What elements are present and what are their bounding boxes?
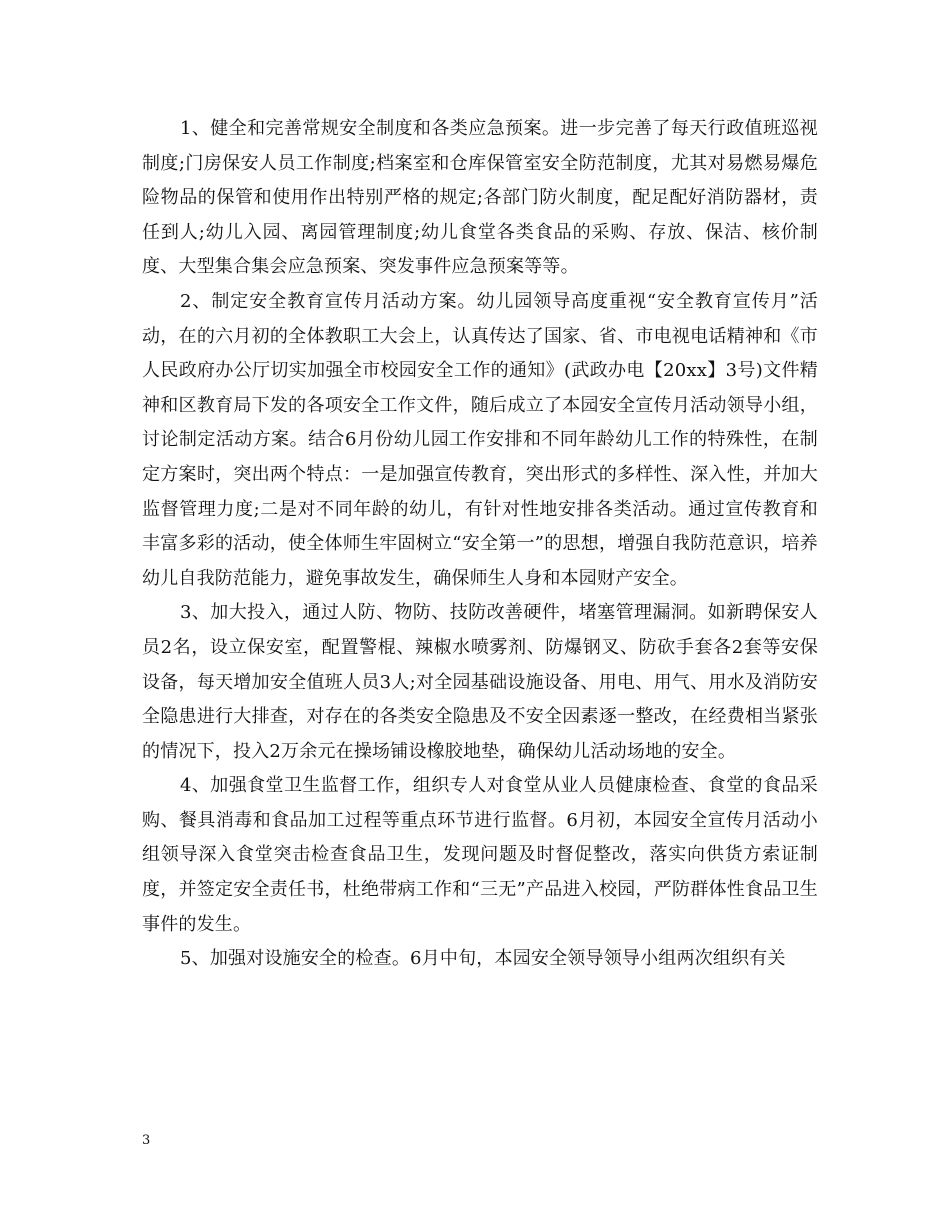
paragraph-4: 4、加强食堂卫生监督工作，组织专人对食堂从业人员健康检查、食堂的食品采购、餐具消毒和食品加工过程等重点环节进行监督。6月初，本园安全宣传月活动小组领导深入食堂突击检查食品卫生，发现问题及时督促整改，落实向供货方索证制度，并签定安全责任书，杜绝带病工作和“三无”产品进入校园，严防群体性食品卫生事件的发生。 xyxy=(142,775,818,935)
paragraph-1: 1、健全和完善常规安全制度和各类应急预案。进一步完善了每天行政值班巡视制度;门房保安人员工作制度;档案室和仓库保管室安全防范制度，尤其对易燃易爆危险物品的保管和使用作出特别严格的规定;各部门防火制度，配足配好消防器材，责任到人;幼儿入园、离园管理制度;幼儿食堂各类食品的采购、存放、保洁、核价制度、大型集合集会应急预案、突发事件应急预案等等。 xyxy=(142,118,818,278)
page-number: 3 xyxy=(142,1133,151,1148)
paragraph-3: 3、加大投入，通过人防、物防、技防改善硬件，堵塞管理漏洞。如新聘保安人员2名，设立保安室，配置警棍、辣椒水喷雾剂、防爆钢叉、防砍手套各2套等安保设备，每天增加安全值班人员3人;对全园基础设施设备、用电、用气、用水及消防安全隐患进行大排查，对存在的各类安全隐患及不安全因素逐一整改，在经费相当紧张的情况下，投入2万余元在操场铺设橡胶地垫，确保幼儿活动场地的安全。 xyxy=(142,602,818,762)
paragraph-5: 5、加强对设施安全的检查。6月中旬，本园安全领导领导小组两次组织有关 xyxy=(180,948,786,970)
document-body xyxy=(142,112,818,977)
paragraph-2: 2、制定安全教育宣传月活动方案。幼儿园领导高度重视“安全教育宣传月”活动，在的六月初的全体教职工大会上，认真传达了国家、省、市电视电话精神和《市人民政府办公厅切实加强全市校园安全工作的通知》(武政办电【20xx】3号)文件精神和区教育局下发的各项安全工作文件，随后成立了本园安全宣传月活动领导小组，讨论制定活动方案。结合6月份幼儿园工作安排和不同年龄幼儿工作的特殊性，在制定方案时，突出两个特点：一是加强宣传教育，突出形式的多样性、深入性，并加大监督管理力度;二是对不同年龄的幼儿，有针对性地安排各类活动。通过宣传教育和丰富多彩的活动，使全体师生牢固树立“安全第一”的思想，增强自我防范意识，培养幼儿自我防范能力，避免事故发生，确保师生人身和本园财产安全。 xyxy=(142,290,818,589)
